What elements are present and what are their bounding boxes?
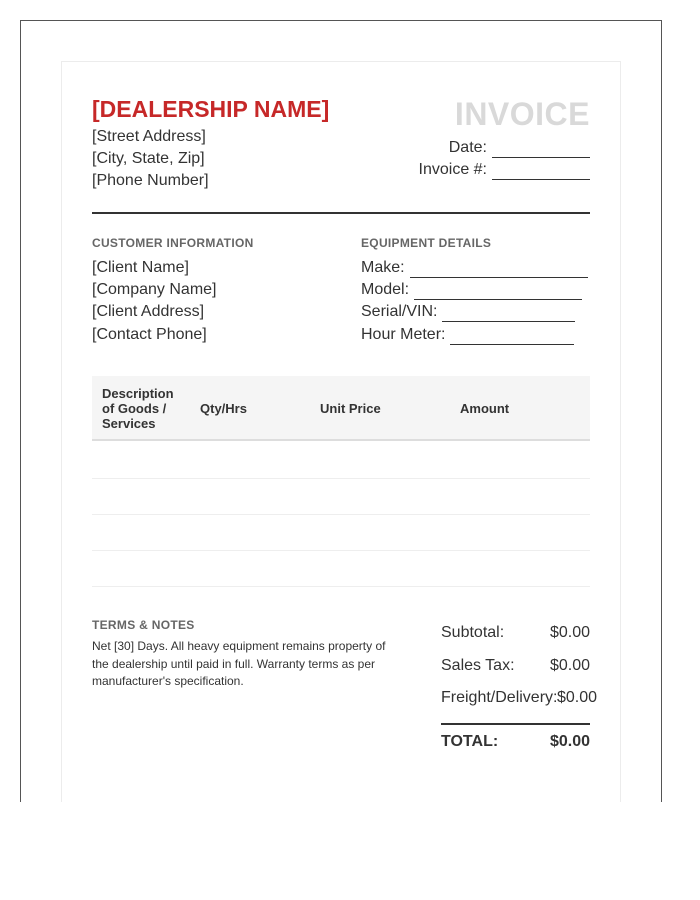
model-label: Model: [361, 281, 410, 298]
header-divider [92, 212, 590, 214]
invoice-number-field[interactable] [492, 165, 590, 180]
hour-meter-label: Hour Meter: [361, 326, 446, 343]
freight-label: Freight/Delivery: [441, 689, 558, 706]
make-row [361, 258, 588, 278]
hour-meter-field[interactable] [450, 330, 574, 345]
invoice-date-field[interactable] [492, 143, 590, 158]
subtotal-label: Subtotal: [441, 624, 505, 641]
model-row [361, 280, 582, 300]
make-field[interactable] [410, 263, 588, 278]
dealer-city-state-zip: [City, State, Zip] [92, 150, 205, 167]
invoice-number-label: Invoice #: [418, 161, 487, 178]
equipment-details-heading: EQUIPMENT DETAILS [361, 236, 492, 250]
terms-heading: TERMS & NOTES [92, 618, 195, 632]
serial-label: Serial/VIN: [361, 303, 438, 320]
column-header-description: Description of Goods / Services [102, 386, 174, 431]
table-row[interactable] [92, 515, 590, 551]
table-row[interactable] [92, 479, 590, 515]
dealer-street-address: [Street Address] [92, 128, 206, 145]
sales-tax-label: Sales Tax: [441, 657, 515, 674]
company-name: [Company Name] [92, 281, 217, 298]
dealership-name: [DEALERSHIP NAME] [92, 96, 330, 122]
sales-tax-value: $0.00 [549, 657, 590, 674]
make-label: Make: [361, 259, 405, 276]
invoice-date-label: Date: [448, 139, 487, 156]
invoice-number-row [419, 160, 590, 180]
totals-block [441, 620, 598, 760]
invoice-title: INVOICE [454, 96, 590, 132]
customer-info-heading: CUSTOMER INFORMATION [92, 236, 254, 250]
total-row [441, 731, 590, 753]
subtotal-value: $0.00 [549, 624, 590, 641]
contact-phone: [Contact Phone] [92, 326, 207, 343]
totals-divider [441, 723, 590, 725]
model-field[interactable] [414, 285, 582, 300]
table-row[interactable] [92, 551, 590, 587]
total-label: TOTAL: [441, 733, 499, 750]
serial-row [361, 302, 575, 322]
terms-text: Net [30] Days. All heavy equipment remains property of the dealership until paid in full. Warranty terms as per manufacturer's specification. [92, 639, 386, 688]
column-header-amount: Amount [460, 401, 510, 416]
column-header-qty: Qty/Hrs [200, 401, 247, 416]
dealer-phone-number: [Phone Number] [92, 172, 209, 189]
column-header-unit-price: Unit Price [320, 401, 381, 416]
invoice-date-row [449, 138, 590, 158]
freight-value: $0.00 [557, 689, 598, 706]
sales-tax-row [441, 655, 590, 677]
table-row[interactable] [92, 443, 590, 479]
subtotal-row [441, 622, 590, 644]
freight-row [441, 687, 598, 709]
client-address: [Client Address] [92, 303, 205, 320]
line-items-header [92, 376, 590, 441]
total-value: $0.00 [549, 733, 590, 750]
hour-meter-row [361, 325, 574, 345]
serial-field[interactable] [442, 307, 575, 322]
client-name: [Client Name] [92, 259, 189, 276]
